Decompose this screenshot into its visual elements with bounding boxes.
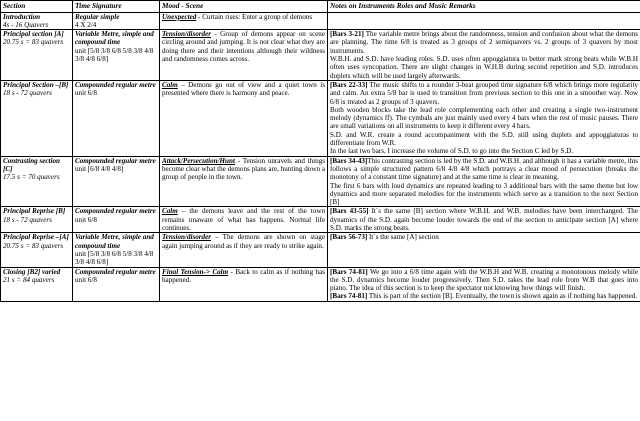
mood-description: – Demons go out of view and a quiet town is presented where there is harmony and peace. [162,80,325,98]
table-row [1,267,640,301]
table-row [1,12,640,30]
table-row [1,80,640,156]
note-paragraph [330,81,638,106]
section-duration: 4s - 16 Quavers [3,20,49,29]
time-signature-cell [73,80,160,156]
note-text: It`s the same [A] section [367,233,439,242]
section-duration: 18 s - 72 quavers [3,89,52,98]
section-duration: 21 s = 84 quavers [3,275,55,284]
time-signature-unit: unit 6/8 [75,275,97,284]
section-name: Principal Reprise –[A] [3,233,69,242]
bar-range: [Bars 3-21] [330,30,364,39]
time-signature-cell [73,233,160,267]
time-signature-cell [73,267,160,301]
note-paragraph [330,106,638,131]
mood-title: Calm [162,207,178,216]
mood-title: Calm [162,80,178,89]
time-signature-type: Compounded regular metre [75,267,156,276]
header-time-signature: Time Signature [73,1,160,13]
bar-range: [Bars 34-43] [330,156,368,165]
mood-scene-cell [160,233,328,267]
note-paragraph [330,268,638,293]
notes-cell [328,30,640,81]
section-cell [1,156,73,207]
section-duration: 17.5 s = 70 quavers [3,173,60,182]
section-name: Contrasting section [C] [3,156,60,173]
table-row [1,156,640,207]
section-cell [1,30,73,81]
section-name: Closing [B2] varied [3,267,61,276]
bar-range: [Bars 22-33] [330,80,368,89]
mood-description: - Group of demons appear on scene circling around and jumping. It is not clear what they are doing there and their intentions although their wildness and randomness comes across. [162,30,325,64]
time-signature-type: Regular simple [75,12,120,21]
notes-cell [328,267,640,301]
table-row [1,30,640,81]
mood-scene-cell [160,156,328,207]
note-paragraph [330,292,638,300]
notes-cell [328,80,640,156]
note-paragraph [330,207,638,232]
note-text: It`s the same [B] section where W.B.H. and W.B. melodies have been interchanged. The dynamics of the S.D. again become louder towards the end of the section to anticipate section [A] where S.D. marks the strong beats. [330,207,638,233]
table-body [1,12,640,301]
mood-description: – The demons are shown on stage again jumping around as if they are ready to strike again. [162,233,325,250]
mood-description: - Curtain rises: Enter a group of demons [196,12,313,21]
section-name: Principal section [A] [3,30,64,39]
note-paragraph [330,55,638,80]
mood-scene-cell [160,80,328,156]
time-signature-unit: unit 6/8 [75,215,97,224]
section-cell [1,12,73,30]
section-name: Principal Section –[B] [3,80,69,89]
note-text: Both wooden blocks take the lead role complementing each other and creating a single two-instrument melody (dynamics ff). The cymbals are just mainly used every 4 bars when the rest of music pauses. There are small variations on all instruments to keep it different every 4 bars. [330,105,638,131]
section-duration: 20.75 s = 83 quavers [3,241,64,250]
time-signature-cell [73,12,160,30]
mood-scene-cell [160,12,328,30]
section-cell [1,233,73,267]
time-signature-type: Variable Metre, simple and compound time [75,233,154,250]
bar-range: [Bars 43-55] [330,207,369,216]
section-cell [1,207,73,233]
mood-title: Unexpected [162,12,197,21]
time-signature-unit: 4 X 2/4 [75,20,97,29]
mood-title: Attack/Persecution/Hunt [162,156,235,165]
note-text: This contrasting section is led by the S.D. and W.B.H. and although it has a variable metre, this follows a simple structured pattern 6/8 4/8 4/8 which portrays a clear mood of persecution (breaks the monotony of a constant time signature) and at the same time is clear in meaning. [330,156,638,182]
bar-range: [Bars 56-73] [330,233,368,242]
note-paragraph [330,131,638,148]
mood-title: Final Tension-> Calm [162,267,229,276]
time-signature-unit: unit [5/8 3/8 6/8 5/8 3/8 4/8 3/8 4/8 6/8] [75,249,154,267]
section-name: Introduction [3,12,41,21]
time-signature-cell [73,156,160,207]
mood-description: – the demons leave and the rest of the town remains unaware of what has happens. Normal life continues. [162,207,325,233]
note-text: W.B.H. and S.D. have leading roles. S.D. uses often appoggiatura to better mark strong beats while W.B.H often uses syncopation. There are slight changes in W.H.B during second repetition and S.D. introduces duplets which will be used largely afterwards. [330,55,638,80]
note-text: The variable metre brings about the randomness, tension and confusion about what the demons are planning. The time 6/8 is treated as 3 groups of 2 semiquavers vs. 2 groups of 3 quavers by most instruments. [330,30,638,55]
header-row [1,1,640,13]
time-signature-unit: unit [6/8 4/8 4/8] [75,164,124,173]
table-row [1,207,640,233]
note-text: We go into a 6/8 time again with the W.B.H and W.B. creating a monotonous melody while the S.D. dynamics become louder progressively. Then S.D. takes the lead role from W.B that goes into piano. The idea of this section is to keep the spectator not knowing how things will finish. [330,267,638,293]
notes-cell [328,207,640,233]
time-signature-type: Compounded regular metre [75,156,156,165]
note-paragraph [330,147,638,155]
note-paragraph [330,182,638,207]
notes-cell [328,12,640,30]
time-signature-unit: unit 6/8 [75,89,97,98]
mood-description: - Tension unravels and things become clear what the demons plans are, hunting down a group of people in the town. [162,156,325,182]
note-paragraph [330,30,638,55]
mood-scene-cell [160,267,328,301]
note-text: In the last two bars, I increase the volume of S.D. to go into the Section C led by S.D. [330,147,574,156]
time-signature-unit: unit [5/8 3/8 6/8 5/8 3/8 4/8 3/8 4/8 6/8] [75,46,154,64]
header-notes: Notes on Instruments Roles and Music Remarks [328,1,640,13]
note-paragraph [330,157,638,182]
time-signature-type: Variable Metre, simple and compound time [75,30,154,47]
mood-description: - Back to calm as if nothing has happened. [162,267,325,284]
note-text: The first 6 bars with loud dynamics are repeated leading to 3 additional bars with the same theme but low dynamics and more separated melodies for the instruments which serve as a transition to the next Section [B] [330,181,638,207]
mood-title: Tension/disorder [162,30,212,39]
mood-scene-cell [160,30,328,81]
bar-range: [Bars 74-81] [330,292,368,301]
notes-cell [328,156,640,207]
section-cell [1,267,73,301]
note-text: S.D. and W.R. create a round accompaniment with the S.D. still using duplets and appoggiaturas to differentiate from W.R. [330,130,638,148]
table-row [1,233,640,267]
note-paragraph [330,233,638,241]
time-signature-type: Compounded regular metre [75,207,156,216]
section-cell [1,80,73,156]
note-text: This is part of the section [B]. Eventually, the town is shown again as if nothing has happened. [367,292,638,301]
notes-cell [328,233,640,267]
section-duration: 20.75 s = 83 quavers [3,38,64,47]
time-signature-cell [73,207,160,233]
time-signature-type: Compounded regular metre [75,80,156,89]
bar-range: [Bars 74-81] [330,267,368,276]
mood-scene-cell [160,207,328,233]
section-duration: 18 s - 72 quavers [3,215,52,224]
time-signature-cell [73,30,160,81]
mood-title: Tension/disorder [162,233,212,242]
header-section: Section [1,1,73,13]
note-text: The music shifts to a rounder 3-beat grouped time signature 6/8 which brings more regularity and calm. An extra 5/8 bar is used to transition from previous section to this one in a smoother way. Now 6/8 is treated as 2 groups of 3 quavers. [330,80,638,106]
section-name: Principal Reprise [B] [3,207,66,216]
header-mood-scene: Mood - Scene [160,1,328,13]
